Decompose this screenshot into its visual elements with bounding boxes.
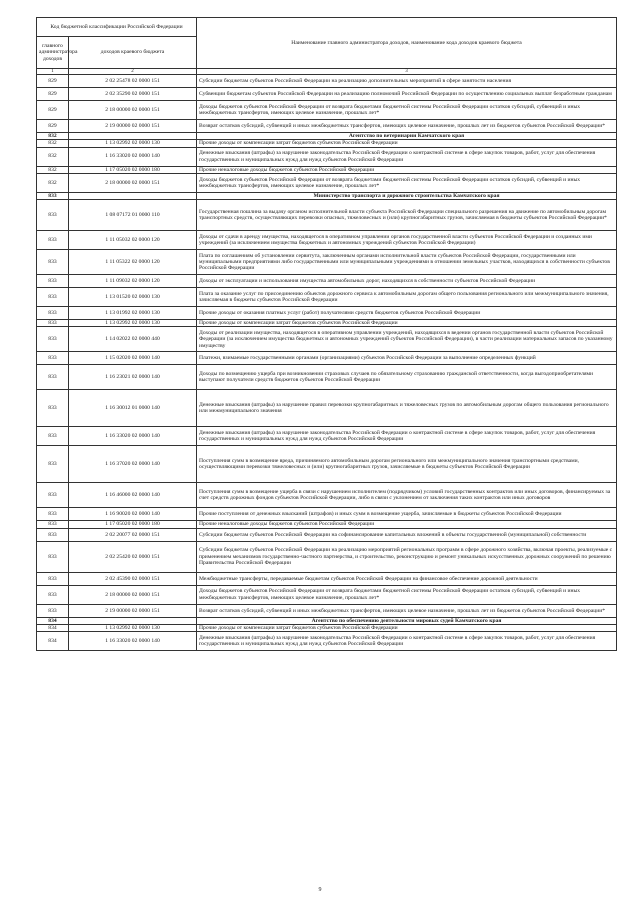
income-code-cell: 2 02 20077 02 0000 151 xyxy=(69,528,197,541)
admin-header: главного администратора доходов xyxy=(37,37,69,69)
table-row xyxy=(37,508,617,521)
table-row xyxy=(37,140,617,147)
name-cell: Доходы бюджетов субъектов Российской Федерации от возврата бюджетами бюджетной системы Российской Федерации остатков субсидий, субвенций и иных межбюджетных трансфертов, имеющих целевое назначение, прошлых лет* xyxy=(197,101,617,120)
group-header-row xyxy=(37,617,617,624)
admin-code-cell: 829 xyxy=(37,75,69,88)
kbk-header: Код бюджетной классификации Российской Федерации xyxy=(37,18,197,37)
income-code-cell: 1 08 07172 01 0000 110 xyxy=(69,200,197,231)
admin-code-cell: 829 xyxy=(37,88,69,101)
income-code-cell: 1 16 33020 02 0000 140 xyxy=(69,632,197,651)
table-row xyxy=(37,427,617,446)
admin-code-cell: 834 xyxy=(37,617,69,624)
income-code-cell: 1 16 33020 02 0000 140 xyxy=(69,147,197,166)
table-row xyxy=(37,352,617,365)
name-cell: Денежные взыскания (штрафы) за нарушение законодательства Российской Федерации о контрактной системе в сфере закупок товаров, работ, услуг для обеспечения государственных и муниципальных нужд для нужд субъектов Российской Федерации xyxy=(197,147,617,166)
table-row xyxy=(37,632,617,651)
admin-code-cell: 833 xyxy=(37,572,69,585)
name-cell: Прочие поступления от денежных взысканий (штрафов) и иных сумм в возмещение ущерба, зачисляемые в бюджеты субъектов Российской Федерации xyxy=(197,508,617,521)
table-row xyxy=(37,200,617,231)
income-code-cell: 1 16 23021 02 0000 140 xyxy=(69,365,197,390)
admin-code-cell: 833 xyxy=(37,352,69,365)
col-number-1: 1 xyxy=(37,69,69,75)
table-row xyxy=(37,521,617,528)
table-row xyxy=(37,390,617,427)
table-row xyxy=(37,120,617,133)
table-header xyxy=(37,18,617,75)
table-row xyxy=(37,528,617,541)
table-row xyxy=(37,147,617,166)
name-cell: Межбюджетные трансферты, передаваемые бюджетам субъектов Российской Федерации на финансовое обеспечение дорожной деятельности xyxy=(197,572,617,585)
income-code-cell xyxy=(69,192,197,199)
income-code-cell: 1 16 33020 02 0000 140 xyxy=(69,427,197,446)
admin-code-cell: 834 xyxy=(37,632,69,651)
income-header: доходов краевого бюджета xyxy=(69,37,197,69)
name-cell: Субвенции бюджетам субъектов Российской Федерации на реализацию полномочий Российской Федерации по осуществлению социальных выплат безработным гражданам xyxy=(197,88,617,101)
income-code-cell: 1 16 37020 02 0000 140 xyxy=(69,446,197,483)
admin-code-cell: 833 xyxy=(37,585,69,604)
admin-code-cell: 833 xyxy=(37,250,69,275)
name-cell: Доходы от реализации имущества, находящегося в оперативном управлении учреждений, находящихся в ведении органов государственной власти субъектов Российской Федерации (за исключением имущества бюджетных и автономных учреждений субъектов Российской Федерации), в части реализации материальных запасов по указанному имуществу xyxy=(197,327,617,352)
group-header-row xyxy=(37,192,617,199)
income-code-cell: 1 15 02020 02 0000 140 xyxy=(69,352,197,365)
name-cell: Субсидии бюджетам субъектов Российской Федерации на софинансирование капитальных вложений в объекты государственной (муниципальной) собственности xyxy=(197,528,617,541)
table-row xyxy=(37,288,617,307)
income-code-cell: 1 11 05032 02 0000 120 xyxy=(69,231,197,250)
admin-code-cell: 833 xyxy=(37,446,69,483)
income-code-cell: 2 02 25478 02 0000 151 xyxy=(69,75,197,88)
name-cell: Денежные взыскания (штрафы) за нарушение правил перевозки крупногабаритных и тяжеловесных грузов по автомобильным дорогам общего пользования регионального или межмуниципального значения xyxy=(197,390,617,427)
admin-code-cell: 833 xyxy=(37,508,69,521)
income-code-cell: 1 11 09032 02 0000 120 xyxy=(69,275,197,288)
income-code-cell: 2 02 25420 02 0000 151 xyxy=(69,541,197,572)
name-cell: Министерство транспорта и дорожного строительства Камчатского края xyxy=(197,192,617,199)
table-row xyxy=(37,625,617,632)
admin-code-cell: 832 xyxy=(37,166,69,173)
admin-code-cell: 832 xyxy=(37,133,69,140)
income-code-cell: 1 17 05020 02 0000 180 xyxy=(69,166,197,173)
income-code-cell: 1 16 30012 01 0000 140 xyxy=(69,390,197,427)
income-code-cell: 1 11 05322 02 0000 120 xyxy=(69,250,197,275)
table-body xyxy=(37,75,617,651)
name-cell: Агентство по обеспечению деятельности мировых судей Камчатского края xyxy=(197,617,617,624)
name-cell: Поступления сумм в возмещение вреда, причиняемого автомобильным дорогам регионального или межмуниципального значения транспортными средствами, осуществляющими перевозки тяжеловесных и (или) крупногабаритных грузов, зачисляемые в бюджеты субъектов Российской Федерации xyxy=(197,446,617,483)
admin-code-cell: 833 xyxy=(37,541,69,572)
table-row xyxy=(37,572,617,585)
name-cell: Платежи, взимаемые государственными органами (организациями) субъектов Российской Федерации за выполнение определенных функций xyxy=(197,352,617,365)
income-code-cell: 1 17 05020 02 0000 180 xyxy=(69,521,197,528)
income-code-cell: 1 13 02992 02 0000 130 xyxy=(69,320,197,327)
admin-code-cell: 833 xyxy=(37,365,69,390)
name-cell: Доходы бюджетов субъектов Российской Федерации от возврата бюджетами бюджетной системы Российской Федерации остатков субсидий, субвенций и иных межбюджетных трансфертов, имеющих целевое назначение, прошлых лет* xyxy=(197,173,617,192)
admin-code-cell: 829 xyxy=(37,101,69,120)
table-row xyxy=(37,483,617,508)
table-row xyxy=(37,275,617,288)
col-number-3: 3 xyxy=(197,69,617,75)
name-cell: Прочие доходы от компенсации затрат бюджетов субъектов Российской Федерации xyxy=(197,625,617,632)
table-row xyxy=(37,231,617,250)
table-row xyxy=(37,365,617,390)
name-cell: Возврат остатков субсидий, субвенций и иных межбюджетных трансфертов, имеющих целевое назначение, прошлых лет из бюджетов субъектов Российской Федерации* xyxy=(197,604,617,617)
income-code-cell: 1 16 90020 02 0000 140 xyxy=(69,508,197,521)
name-cell: Государственная пошлина за выдачу органом исполнительной власти субъекта Российской Федерации специального разрешения на движение по автомобильным дорогам транспортных средств, осуществляющих перевозки опасных, тяжеловесных и (или) крупногабаритных грузов, зачисляемая в бюджеты субъектов Российской Федерации* xyxy=(197,200,617,231)
table-row xyxy=(37,446,617,483)
admin-code-cell: 832 xyxy=(37,140,69,147)
table-row xyxy=(37,75,617,88)
admin-code-cell: 833 xyxy=(37,320,69,327)
name-cell: Поступления сумм в возмещение ущерба в связи с нарушением исполнителем (подрядчиком) условий государственных контрактов или иных договоров, финансируемых за счет средств дорожных фондов субъектов Российской Федерации, либо в связи с уклонением от заключения таких контрактов или иных договоров xyxy=(197,483,617,508)
table-row xyxy=(37,307,617,320)
admin-code-cell: 833 xyxy=(37,192,69,199)
table-row xyxy=(37,166,617,173)
income-code-cell: 2 18 00000 02 0000 151 xyxy=(69,173,197,192)
income-code-cell: 1 13 02992 02 0000 130 xyxy=(69,625,197,632)
income-code-cell: 2 18 00000 02 0000 151 xyxy=(69,585,197,604)
table-row xyxy=(37,604,617,617)
income-code-cell: 1 13 02992 02 0000 130 xyxy=(69,140,197,147)
admin-code-cell: 833 xyxy=(37,231,69,250)
admin-code-cell: 833 xyxy=(37,528,69,541)
table-row xyxy=(37,250,617,275)
admin-code-cell: 832 xyxy=(37,173,69,192)
name-cell: Возврат остатков субсидий, субвенций и иных межбюджетных трансфертов, имеющих целевое назначение, прошлых лет из бюджетов субъектов Российской Федерации* xyxy=(197,120,617,133)
name-cell: Прочие доходы от оказания платных услуг (работ) получателями средств бюджетов субъектов Российской Федерации xyxy=(197,307,617,320)
admin-code-cell: 833 xyxy=(37,275,69,288)
admin-code-cell: 833 xyxy=(37,307,69,320)
table-row xyxy=(37,320,617,327)
income-code-cell xyxy=(69,617,197,624)
income-code-cell: 1 14 02022 02 0000 440 xyxy=(69,327,197,352)
table-row xyxy=(37,101,617,120)
name-cell: Плата за оказание услуг по присоединению объектов дорожного сервиса к автомобильным дорогам общего пользования регионального или межмуниципального значения, зачисляемая в бюджеты субъектов Российской Федерации xyxy=(197,288,617,307)
income-code-cell: 2 02 35290 02 0000 151 xyxy=(69,88,197,101)
budget-codes-table xyxy=(36,17,617,651)
admin-code-cell: 833 xyxy=(37,427,69,446)
name-cell: Доходы от эксплуатации и использования имущества автомобильных дорог, находящихся в собственности субъектов Российской Федерации xyxy=(197,275,617,288)
name-cell: Субсидии бюджетам субъектов Российской Федерации на реализацию мероприятий региональных программ в сфере дорожного хозяйства, включая проекты, реализуемые с применением механизмов государственно-частного партнерства, и строительство, реконструкцию и ремонт уникальных искусственных дорожных сооружений по решению Правительства Российской Федерации xyxy=(197,541,617,572)
admin-code-cell: 833 xyxy=(37,327,69,352)
name-cell: Агентство по ветеринарии Камчатского края xyxy=(197,133,617,140)
table-row xyxy=(37,327,617,352)
income-code-cell: 2 19 00000 02 0000 151 xyxy=(69,120,197,133)
name-cell: Доходы по возмещению ущерба при возникновении страховых случаев по обязательному страхованию гражданской ответственности, когда выгодоприобретателями выступают получатели средств бюджетов субъектов Российской Федерации xyxy=(197,365,617,390)
income-code-cell: 2 19 00000 02 0000 151 xyxy=(69,604,197,617)
name-cell: Прочие неналоговые доходы бюджетов субъектов Российской Федерации xyxy=(197,521,617,528)
admin-code-cell: 833 xyxy=(37,483,69,508)
income-code-cell: 1 16 46000 02 0000 140 xyxy=(69,483,197,508)
income-code-cell: 1 13 01992 02 0000 130 xyxy=(69,307,197,320)
name-cell: Денежные взыскания (штрафы) за нарушение законодательства Российской Федерации о контрактной системе в сфере закупок товаров, работ, услуг для обеспечения государственных и муниципальных нужд для нужд субъектов Российской Федерации xyxy=(197,427,617,446)
page-number: 9 xyxy=(318,887,322,893)
group-header-row xyxy=(37,133,617,140)
name-cell: Прочие доходы от компенсации затрат бюджетов субъектов Российской Федерации xyxy=(197,140,617,147)
income-code-cell xyxy=(69,133,197,140)
admin-code-cell: 833 xyxy=(37,521,69,528)
admin-code-cell: 833 xyxy=(37,604,69,617)
income-code-cell: 2 02 45390 02 0000 151 xyxy=(69,572,197,585)
name-cell: Прочие доходы от компенсации затрат бюджетов субъектов Российской Федерации xyxy=(197,320,617,327)
income-code-cell: 1 13 01520 02 0000 130 xyxy=(69,288,197,307)
name-cell: Плата по соглашениям об установлении сервитута, заключенным органами исполнительной власти субъектов Российской Федерации, государственными или муниципальными предприятиями либо государственными или муниципальными учреждениями в отношении земельных участков, находящихся в собственности субъектов Российской Федерации xyxy=(197,250,617,275)
name-cell: Субсидии бюджетам субъектов Российской Федерации на реализацию дополнительных мероприятий в сфере занятости населения xyxy=(197,75,617,88)
name-cell: Прочие неналоговые доходы бюджетов субъектов Российской Федерации xyxy=(197,166,617,173)
table-row xyxy=(37,585,617,604)
col-number-2: 2 xyxy=(69,69,197,75)
name-header: Наименование главного администратора доходов, наименование кода доходов краевого бюджета xyxy=(197,18,617,69)
admin-code-cell: 833 xyxy=(37,288,69,307)
income-code-cell: 2 18 00000 02 0000 151 xyxy=(69,101,197,120)
admin-code-cell: 833 xyxy=(37,390,69,427)
table-row xyxy=(37,88,617,101)
admin-code-cell: 832 xyxy=(37,147,69,166)
admin-code-cell: 834 xyxy=(37,625,69,632)
name-cell: Доходы от сдачи в аренду имущества, находящегося в оперативном управлении органов государственной власти субъектов Российской Федерации и созданных ими учреждений (за исключением имущества бюджетных и автономных учреждений субъектов Российской Федерации) xyxy=(197,231,617,250)
admin-code-cell: 833 xyxy=(37,200,69,231)
name-cell: Денежные взыскания (штрафы) за нарушение законодательства Российской Федерации о контрактной системе в сфере закупок товаров, работ, услуг для обеспечения государственных и муниципальных нужд для нужд субъектов Российской Федерации xyxy=(197,632,617,651)
table-row xyxy=(37,173,617,192)
admin-code-cell: 829 xyxy=(37,120,69,133)
table-row xyxy=(37,541,617,572)
name-cell: Доходы бюджетов субъектов Российской Федерации от возврата бюджетами бюджетной системы Российской Федерации остатков субсидий, субвенций и иных межбюджетных трансфертов, имеющих целевое назначение, прошлых лет* xyxy=(197,585,617,604)
